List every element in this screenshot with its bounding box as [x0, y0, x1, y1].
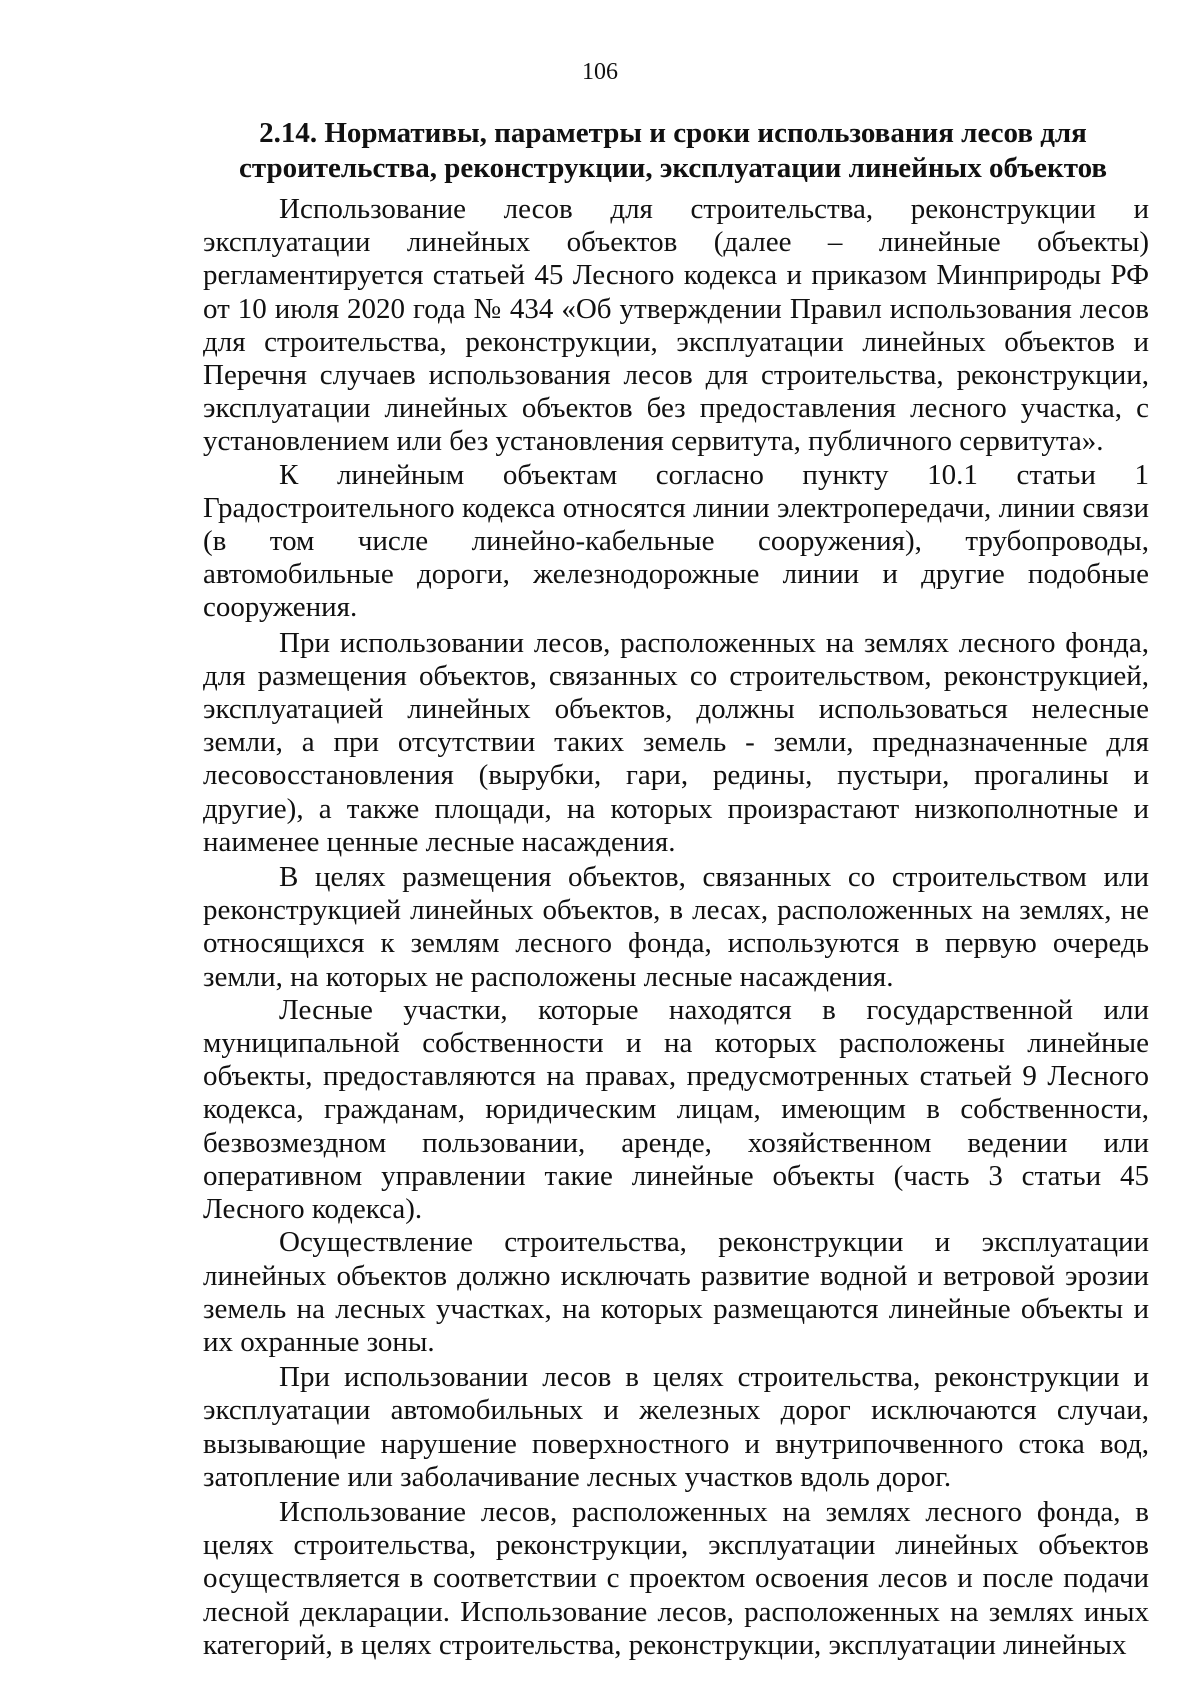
document-body	[203, 193, 1149, 1662]
paragraph-3: При использовании лесов, расположенных на землях лесного фонда, для размещения объектов, связанных со строительством, реконструкцией, эксплуатацией линейных объектов, должны использоваться нелесные земли, а при отсутствии таких земель - земли, предназначенные для лесовосстановления (вырубки, гари, редины, пустыри, прогалины и другие), а также площади, на которых произрастают низкополнотные и наименее ценные лесные насаждения.	[203, 626, 1149, 858]
paragraph-2: К линейным объектам согласно пункту 10.1 статьи 1 Градостроительного кодекса относятся линии электропередачи, линии связи (в том числе линейно-кабельные сооружения), трубопроводы, автомобильные дороги, железнодорожные линии и другие подобные сооружения.	[203, 458, 1149, 624]
paragraph-5: Лесные участки, которые находятся в государственной или муниципальной собственности и на которых расположены линейные объекты, предоставляются на правах, предусмотренных статьей 9 Лесного кодекса, гражданам, юридическим лицам, имеющим в собственности, безвозмездном пользовании, аренде, хозяйственном ведении или оперативном управлении такие линейные объекты (часть 3 статьи 45 Лесного кодекса).	[203, 993, 1149, 1226]
paragraph-7: При использовании лесов в целях строительства, реконструкции и эксплуатации автомобильных и железных дорог исключаются случаи, вызывающие нарушение поверхностного и внутрипочвенного стока вод, затопление или заболачивание лесных участков вдоль дорог.	[203, 1361, 1149, 1493]
section-heading-line-2: строительства, реконструкции, эксплуатации линейных объектов	[238, 152, 1108, 184]
paragraph-1: Использование лесов для строительства, реконструкции и эксплуатации линейных объектов (далее – линейные объекты) регламентируется статьей 45 Лесного кодекса и приказом Минприроды РФ от 10 июля 2020 года № 434 «Об утверждении Правил использования лесов для строительства, реконструкции, эксплуатации линейных объектов и Перечня случаев использования лесов для строительства, реконструкции, эксплуатации линейных объектов без предоставления лесного участка, с установлением или без установления сервитута, публичного сервитута».	[203, 193, 1149, 458]
section-heading	[200, 116, 1146, 186]
paragraph-4: В целях размещения объектов, связанных со строительством или реконструкцией линейных объектов, в лесах, расположенных на землях, не относящихся к землям лесного фонда, используются в первую очередь земли, на которых не расположены лесные насаждения.	[203, 861, 1149, 993]
paragraph-8: Использование лесов, расположенных на землях лесного фонда, в целях строительства, реконструкции, эксплуатации линейных объектов осуществляется в соответствии с проектом освоения лесов и после подачи лесной декларации. Использование лесов, расположенных на землях иных категорий, в целях строительства, реконструкции, эксплуатации линейных	[203, 1495, 1149, 1661]
page-number: 106	[582, 59, 618, 85]
section-heading-line-1: 2.14. Нормативы, параметры и сроки использования лесов для	[259, 117, 1087, 149]
paragraph-6: Осуществление строительства, реконструкции и эксплуатации линейных объектов должно исключать развитие водной и ветровой эрозии земель на лесных участках, на которых размещаются линейные объекты и их охранные зоны.	[203, 1226, 1149, 1358]
